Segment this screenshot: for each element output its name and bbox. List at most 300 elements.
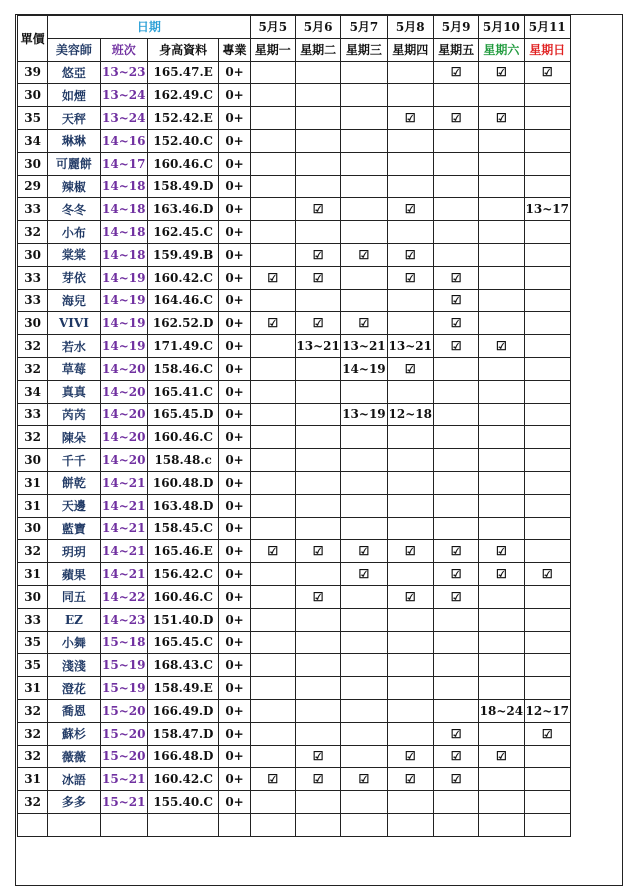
day-cell [524, 768, 570, 791]
table-row [18, 791, 571, 814]
table-row [18, 221, 571, 244]
price-cell: 33 [18, 266, 48, 289]
class-cell: 13~24 [100, 84, 147, 107]
price-cell: 32 [18, 722, 48, 745]
price-cell: 33 [18, 403, 48, 426]
day-cell [479, 449, 524, 472]
name-cell: 同五 [48, 585, 100, 608]
day-cell: 13~19 [341, 403, 387, 426]
name-cell: 千千 [48, 449, 100, 472]
body-cell: 166.48.D [147, 745, 219, 768]
day-cell [433, 380, 478, 403]
pro-cell: 0+ [219, 107, 250, 130]
day-cell: ☑ [295, 243, 340, 266]
day-cell [250, 175, 295, 198]
day-cell [524, 426, 570, 449]
class-cell: 14~16 [100, 129, 147, 152]
day-cell [524, 221, 570, 244]
day-cell [387, 517, 433, 540]
day-cell [250, 517, 295, 540]
price-cell: 32 [18, 357, 48, 380]
name-cell: 餅乾 [48, 471, 100, 494]
class-header: 班次 [100, 38, 147, 61]
pro-cell: 0+ [219, 198, 250, 221]
body-cell: 160.46.C [147, 426, 219, 449]
day-cell [524, 745, 570, 768]
day-cell [295, 563, 340, 586]
day-cell: 13~21 [341, 335, 387, 358]
day-cell [341, 426, 387, 449]
price-cell: 33 [18, 608, 48, 631]
day-cell [479, 631, 524, 654]
date-3: 5月8 [387, 16, 433, 39]
day-cell: ☑ [387, 745, 433, 768]
pro-cell: 0+ [219, 699, 250, 722]
day-cell: ☑ [295, 540, 340, 563]
day-cell: ☑ [387, 107, 433, 130]
class-cell: 14~18 [100, 243, 147, 266]
day-cell [295, 699, 340, 722]
day-cell [479, 517, 524, 540]
day-cell [295, 449, 340, 472]
day-cell [433, 403, 478, 426]
day-cell [250, 563, 295, 586]
pro-cell: 0+ [219, 426, 250, 449]
class-cell: 14~21 [100, 471, 147, 494]
day-cell: ☑ [433, 266, 478, 289]
pro-cell [219, 813, 250, 836]
body-cell: 158.45.C [147, 517, 219, 540]
day-cell [433, 129, 478, 152]
body-cell: 162.49.C [147, 84, 219, 107]
table-row [18, 654, 571, 677]
day-cell [387, 289, 433, 312]
day-cell [341, 266, 387, 289]
body-cell: 160.46.C [147, 152, 219, 175]
day-cell [250, 152, 295, 175]
day-cell [479, 426, 524, 449]
day-cell [250, 107, 295, 130]
day-cell [295, 152, 340, 175]
day-cell [524, 517, 570, 540]
day-cell: ☑ [433, 745, 478, 768]
table-row [18, 699, 571, 722]
day-cell [524, 84, 570, 107]
body-cell: 163.46.D [147, 198, 219, 221]
day-cell: ☑ [295, 312, 340, 335]
class-cell: 15~20 [100, 745, 147, 768]
day-cell [433, 813, 478, 836]
class-cell: 14~19 [100, 312, 147, 335]
name-cell: 辣椒 [48, 175, 100, 198]
day-cell: ☑ [433, 540, 478, 563]
name-cell: 蘋果 [48, 563, 100, 586]
name-cell: 琳琳 [48, 129, 100, 152]
name-cell [48, 813, 100, 836]
price-cell: 30 [18, 517, 48, 540]
day-cell [295, 221, 340, 244]
pro-cell: 0+ [219, 221, 250, 244]
day-cell: ☑ [295, 266, 340, 289]
body-cell: 152.42.E [147, 107, 219, 130]
class-cell: 14~20 [100, 449, 147, 472]
pro-cell: 0+ [219, 61, 250, 84]
body-cell: 164.46.C [147, 289, 219, 312]
day-cell [341, 471, 387, 494]
pro-cell: 0+ [219, 471, 250, 494]
day-cell [341, 152, 387, 175]
table-row [18, 266, 571, 289]
day-cell [387, 61, 433, 84]
day-cell [341, 813, 387, 836]
name-cell: 冰語 [48, 768, 100, 791]
day-cell [341, 129, 387, 152]
day-cell: ☑ [433, 585, 478, 608]
day-cell [524, 312, 570, 335]
body-cell: 158.46.C [147, 357, 219, 380]
day-cell: ☑ [524, 61, 570, 84]
table-row [18, 745, 571, 768]
price-cell: 30 [18, 243, 48, 266]
pro-cell: 0+ [219, 289, 250, 312]
day-cell: ☑ [433, 768, 478, 791]
day-cell [295, 471, 340, 494]
body-cell: 162.52.D [147, 312, 219, 335]
day-cell [341, 107, 387, 130]
name-cell: 澄花 [48, 677, 100, 700]
day-cell: 13~21 [295, 335, 340, 358]
body-cell: 159.49.B [147, 243, 219, 266]
pro-cell: 0+ [219, 654, 250, 677]
price-cell: 32 [18, 791, 48, 814]
day-cell [387, 449, 433, 472]
day-cell [387, 312, 433, 335]
table-row [18, 312, 571, 335]
price-header: 單價 [18, 16, 48, 62]
pro-cell: 0+ [219, 380, 250, 403]
pro-cell: 0+ [219, 631, 250, 654]
name-cell: 棠棠 [48, 243, 100, 266]
class-cell: 14~21 [100, 563, 147, 586]
class-cell: 15~21 [100, 768, 147, 791]
day-cell [250, 357, 295, 380]
class-cell: 14~20 [100, 426, 147, 449]
table-row [18, 563, 571, 586]
day-cell [479, 129, 524, 152]
day-cell: ☑ [433, 107, 478, 130]
day-cell [250, 722, 295, 745]
day-cell [250, 494, 295, 517]
body-cell: 151.40.D [147, 608, 219, 631]
day-cell: ☑ [341, 312, 387, 335]
pro-cell: 0+ [219, 449, 250, 472]
price-cell: 33 [18, 289, 48, 312]
day-cell [295, 791, 340, 814]
day-cell [341, 654, 387, 677]
day-cell [433, 243, 478, 266]
body-cell: 165.47.E [147, 61, 219, 84]
day-cell [479, 608, 524, 631]
table-row [18, 61, 571, 84]
day-cell: ☑ [387, 198, 433, 221]
weekday-4: 星期五 [433, 38, 478, 61]
class-cell: 14~18 [100, 175, 147, 198]
table-row [18, 449, 571, 472]
price-cell: 30 [18, 152, 48, 175]
body-cell: 156.42.C [147, 563, 219, 586]
name-cell: 藍寶 [48, 517, 100, 540]
class-cell: 15~20 [100, 699, 147, 722]
day-cell [341, 791, 387, 814]
day-cell [250, 631, 295, 654]
day-cell [479, 471, 524, 494]
table-row [18, 289, 571, 312]
table-row [18, 175, 571, 198]
day-cell: ☑ [341, 768, 387, 791]
day-cell [433, 631, 478, 654]
class-cell: 13~24 [100, 107, 147, 130]
day-cell [479, 380, 524, 403]
day-cell [387, 791, 433, 814]
day-cell [250, 654, 295, 677]
day-cell [250, 791, 295, 814]
weekday-6: 星期日 [524, 38, 570, 61]
price-cell: 30 [18, 585, 48, 608]
price-cell: 32 [18, 745, 48, 768]
day-cell [433, 449, 478, 472]
table-body [18, 61, 571, 836]
day-cell [524, 585, 570, 608]
class-cell: 14~22 [100, 585, 147, 608]
weekday-3: 星期四 [387, 38, 433, 61]
day-cell [387, 129, 433, 152]
table-row [18, 517, 571, 540]
day-cell [433, 608, 478, 631]
day-cell [295, 654, 340, 677]
body-cell: 165.45.D [147, 403, 219, 426]
weekday-2: 星期三 [341, 38, 387, 61]
class-cell: 14~20 [100, 403, 147, 426]
date-header: 日期 [48, 16, 250, 39]
day-cell [479, 312, 524, 335]
day-cell [479, 357, 524, 380]
table-header [18, 16, 571, 62]
day-cell [479, 813, 524, 836]
day-cell [341, 289, 387, 312]
table-row [18, 768, 571, 791]
body-cell: 160.46.C [147, 585, 219, 608]
day-cell: ☑ [295, 745, 340, 768]
day-cell [479, 403, 524, 426]
day-cell [387, 221, 433, 244]
day-cell [250, 84, 295, 107]
class-cell: 14~18 [100, 221, 147, 244]
day-cell: 18~24 [479, 699, 524, 722]
day-cell [341, 61, 387, 84]
day-cell: ☑ [479, 335, 524, 358]
body-cell: 165.46.E [147, 540, 219, 563]
day-cell [295, 426, 340, 449]
day-cell [250, 221, 295, 244]
day-cell: ☑ [250, 266, 295, 289]
day-cell [250, 813, 295, 836]
day-cell: ☑ [479, 540, 524, 563]
day-cell: 13~21 [387, 335, 433, 358]
day-cell [250, 585, 295, 608]
name-cell: 如煙 [48, 84, 100, 107]
name-cell: 海兒 [48, 289, 100, 312]
day-cell [479, 266, 524, 289]
day-cell [295, 631, 340, 654]
day-cell: ☑ [250, 768, 295, 791]
class-cell: 14~23 [100, 608, 147, 631]
day-cell [341, 585, 387, 608]
body-cell: 152.40.C [147, 129, 219, 152]
date-2: 5月7 [341, 16, 387, 39]
day-cell [341, 175, 387, 198]
day-cell [524, 152, 570, 175]
name-cell: 草莓 [48, 357, 100, 380]
pro-cell: 0+ [219, 312, 250, 335]
day-cell: ☑ [433, 722, 478, 745]
day-cell [295, 61, 340, 84]
class-cell: 14~21 [100, 540, 147, 563]
day-cell [341, 380, 387, 403]
body-cell: 163.48.D [147, 494, 219, 517]
table-row [18, 813, 571, 836]
day-cell [479, 494, 524, 517]
day-cell [387, 380, 433, 403]
name-cell: 玥玥 [48, 540, 100, 563]
day-cell [479, 722, 524, 745]
class-cell: 14~17 [100, 152, 147, 175]
price-cell [18, 813, 48, 836]
day-cell [341, 677, 387, 700]
class-cell: 14~21 [100, 517, 147, 540]
table-row [18, 380, 571, 403]
body-cell: 158.49.D [147, 175, 219, 198]
date-4: 5月9 [433, 16, 478, 39]
day-cell [433, 175, 478, 198]
day-cell [433, 494, 478, 517]
price-cell: 32 [18, 699, 48, 722]
day-cell [295, 677, 340, 700]
price-cell: 35 [18, 654, 48, 677]
day-cell: ☑ [387, 768, 433, 791]
day-cell [295, 608, 340, 631]
class-cell: 14~19 [100, 335, 147, 358]
day-cell [250, 129, 295, 152]
table-row [18, 608, 571, 631]
class-cell: 14~19 [100, 289, 147, 312]
day-cell [524, 129, 570, 152]
pro-cell: 0+ [219, 768, 250, 791]
class-cell: 14~21 [100, 494, 147, 517]
day-cell [524, 403, 570, 426]
day-cell [479, 84, 524, 107]
day-cell: ☑ [341, 540, 387, 563]
day-cell [250, 608, 295, 631]
body-cell: 155.40.C [147, 791, 219, 814]
day-cell [387, 494, 433, 517]
day-cell [479, 654, 524, 677]
name-cell: 真真 [48, 380, 100, 403]
day-cell [341, 221, 387, 244]
day-cell [524, 449, 570, 472]
class-cell: 15~18 [100, 631, 147, 654]
name-cell: 喬恩 [48, 699, 100, 722]
day-cell [295, 357, 340, 380]
day-cell [387, 631, 433, 654]
name-cell: 天秤 [48, 107, 100, 130]
pro-cell: 0+ [219, 745, 250, 768]
day-cell [524, 791, 570, 814]
pro-cell: 0+ [219, 677, 250, 700]
day-cell [479, 243, 524, 266]
schedule-table [17, 15, 571, 837]
name-cell: 芽依 [48, 266, 100, 289]
day-cell: 13~17 [524, 198, 570, 221]
day-cell [524, 677, 570, 700]
class-cell [100, 813, 147, 836]
day-cell [387, 813, 433, 836]
day-cell [524, 380, 570, 403]
table-row [18, 335, 571, 358]
date-0: 5月5 [250, 16, 295, 39]
class-cell: 14~18 [100, 198, 147, 221]
day-cell [387, 699, 433, 722]
day-cell [387, 152, 433, 175]
table-row [18, 357, 571, 380]
name-cell: 淺淺 [48, 654, 100, 677]
day-cell: ☑ [524, 563, 570, 586]
day-cell [295, 403, 340, 426]
day-cell [479, 677, 524, 700]
body-cell: 165.41.C [147, 380, 219, 403]
table-row [18, 84, 571, 107]
weekday-5: 星期六 [479, 38, 524, 61]
day-cell [524, 813, 570, 836]
body-cell: 160.42.C [147, 768, 219, 791]
pro-cell: 0+ [219, 608, 250, 631]
price-cell: 31 [18, 677, 48, 700]
name-cell: 天邊 [48, 494, 100, 517]
day-cell [250, 335, 295, 358]
name-cell: 芮芮 [48, 403, 100, 426]
name-cell: 多多 [48, 791, 100, 814]
day-cell [250, 243, 295, 266]
day-cell [387, 654, 433, 677]
pro-cell: 0+ [219, 266, 250, 289]
body-cell [147, 813, 219, 836]
day-cell: ☑ [295, 768, 340, 791]
body-cell: 158.49.E [147, 677, 219, 700]
day-cell [250, 449, 295, 472]
day-cell [433, 221, 478, 244]
day-cell [387, 677, 433, 700]
day-cell [479, 768, 524, 791]
day-cell [295, 84, 340, 107]
day-cell: ☑ [387, 243, 433, 266]
table-row [18, 243, 571, 266]
day-cell [341, 745, 387, 768]
body-cell: 166.49.D [147, 699, 219, 722]
day-cell [479, 289, 524, 312]
day-cell: ☑ [250, 312, 295, 335]
pro-cell: 0+ [219, 722, 250, 745]
day-cell [387, 471, 433, 494]
body-cell: 160.48.D [147, 471, 219, 494]
